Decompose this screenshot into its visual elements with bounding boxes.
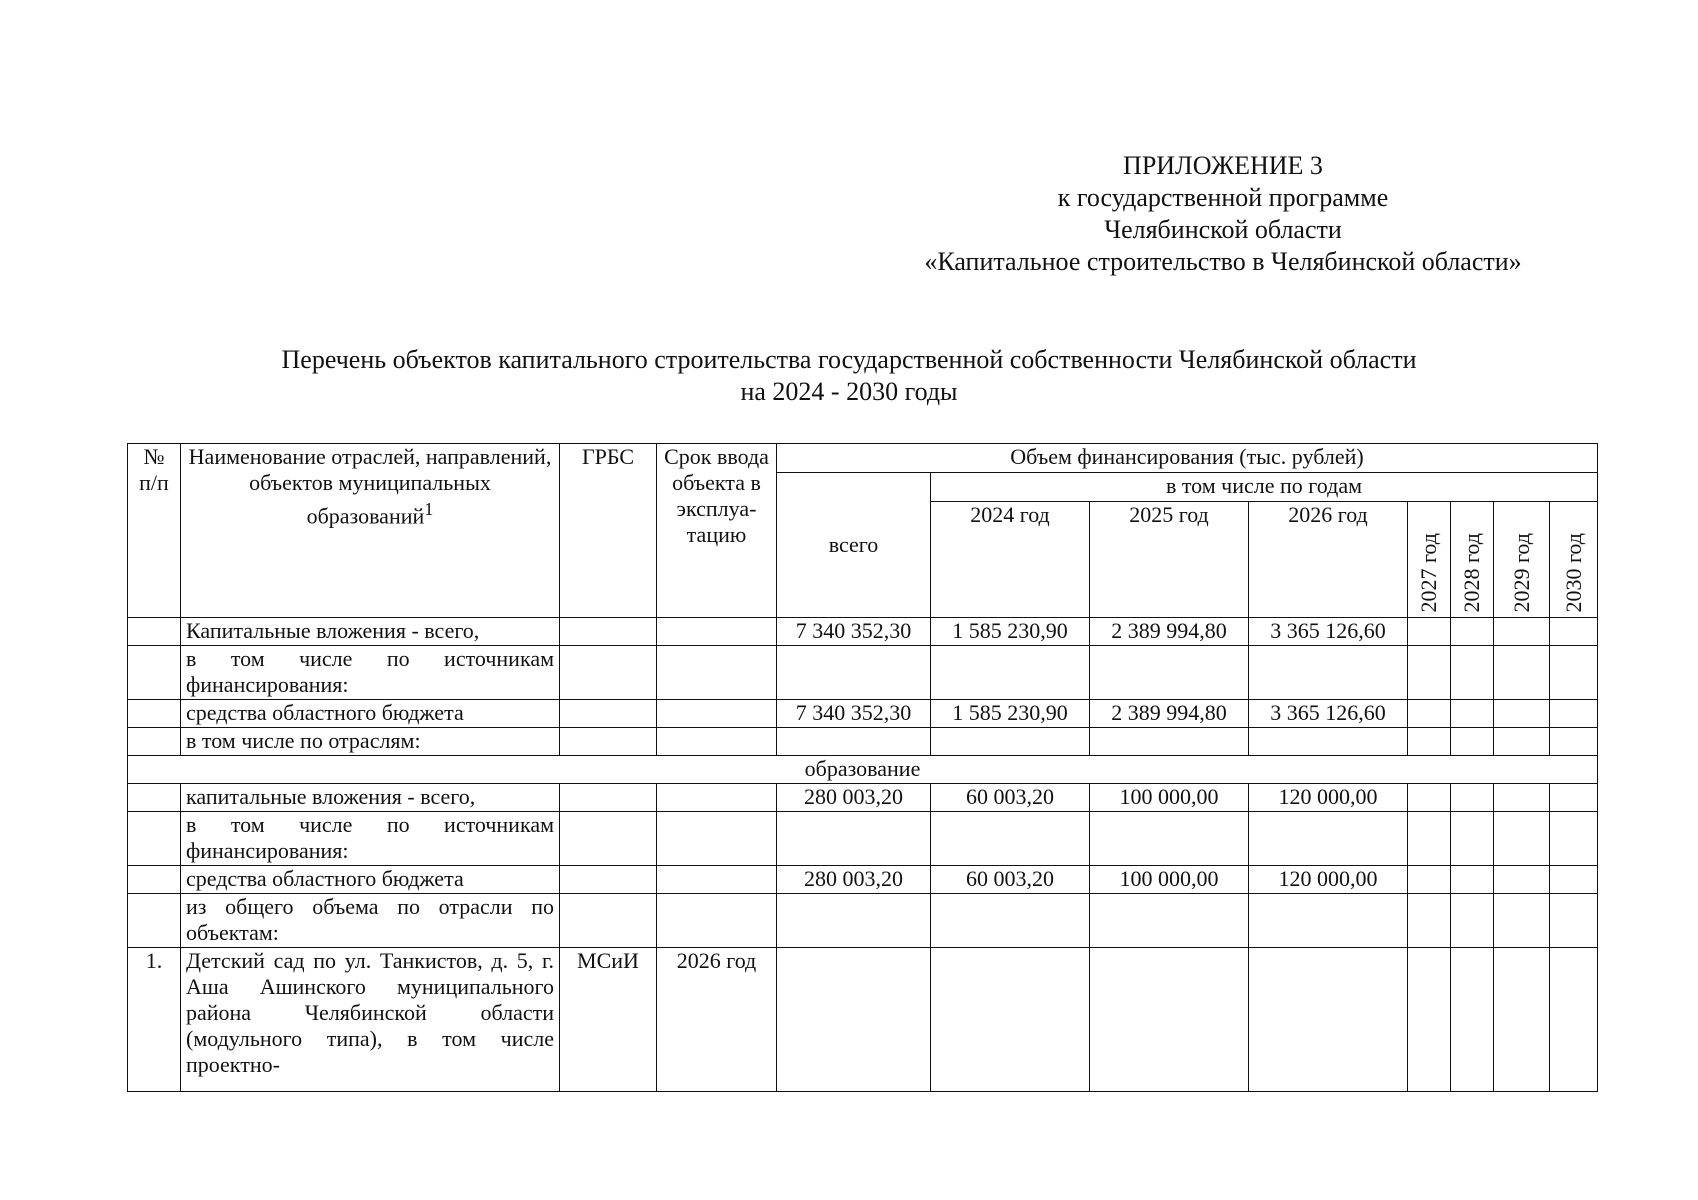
header-2030: 2030 год xyxy=(1550,502,1598,618)
row-name: в том числе по источникам финансирования: xyxy=(181,812,560,866)
cell-total: 7 340 352,30 xyxy=(777,700,931,728)
header-funding: Объем финансирования (тыс. рублей) xyxy=(777,444,1598,473)
cell-2024: 60 003,20 xyxy=(931,866,1090,894)
table-row xyxy=(128,618,1598,646)
header-name: Наименование отраслей, направлений, объектов муниципальных образований$^1$ xyxy=(181,444,560,618)
appendix-program-ref: к государственной программе xyxy=(1057,183,1389,212)
cell-2025: 2 389 994,80 xyxy=(1090,700,1249,728)
header-by-years: в том числе по годам xyxy=(931,473,1598,502)
document-title xyxy=(0,344,1698,408)
header-row-1 xyxy=(128,444,1598,473)
appendix-program-name: «Капитальное строительство в Челябинской области» xyxy=(924,247,1522,276)
cell-2026: 3 365 126,60 xyxy=(1249,700,1408,728)
cell-2024: 60 003,20 xyxy=(931,784,1090,812)
cell-2025: 100 000,00 xyxy=(1090,866,1249,894)
object-num: 1. xyxy=(128,948,181,1092)
appendix-number: ПРИЛОЖЕНИЕ 3 xyxy=(1123,151,1323,180)
row-name: капитальные вложения - всего, xyxy=(181,784,560,812)
cell-2026: 120 000,00 xyxy=(1249,866,1408,894)
cell-total: 280 003,20 xyxy=(777,866,931,894)
object-term: 2026 год xyxy=(657,948,777,1092)
row-name: средства областного бюджета xyxy=(181,700,560,728)
section-row xyxy=(128,756,1598,784)
appendix-header xyxy=(873,150,1573,278)
object-grbs: МСиИ xyxy=(560,948,657,1092)
row-name: средства областного бюджета xyxy=(181,866,560,894)
cell-2024: 1 585 230,90 xyxy=(931,700,1090,728)
cell-total: 280 003,20 xyxy=(777,784,931,812)
header-2029: 2029 год xyxy=(1494,502,1550,618)
header-2028: 2028 год xyxy=(1451,502,1494,618)
row-name: из общего объема по отрасли по объектам: xyxy=(181,894,560,948)
header-2027: 2027 год xyxy=(1408,502,1451,618)
table-row xyxy=(128,812,1598,866)
cell-2024: 1 585 230,90 xyxy=(931,618,1090,646)
title-line-2: на 2024 - 2030 годы xyxy=(740,377,958,406)
row-name: Капитальные вложения - всего, xyxy=(181,618,560,646)
table-row xyxy=(128,728,1598,756)
header-2024: 2024 год xyxy=(931,502,1090,618)
cell-2026: 3 365 126,60 xyxy=(1249,618,1408,646)
financing-table xyxy=(127,443,1598,1092)
footnote-mark: 1 xyxy=(424,499,434,519)
object-name: Детский сад по ул. Танкистов, д. 5, г. Аша Ашинского муниципального района Челябинской области (модульного типа), в том числе проектно- xyxy=(181,948,560,1092)
header-total: всего xyxy=(777,473,931,618)
cell-2025: 2 389 994,80 xyxy=(1090,618,1249,646)
header-num: № п/п xyxy=(128,444,181,618)
table-row xyxy=(128,700,1598,728)
row-name: в том числе по источникам финансирования: xyxy=(181,646,560,700)
object-row xyxy=(128,948,1598,1092)
table-row xyxy=(128,784,1598,812)
header-grbs: ГРБС xyxy=(560,444,657,618)
appendix-region: Челябинской области xyxy=(1104,215,1342,244)
header-2025: 2025 год xyxy=(1090,502,1249,618)
table-row xyxy=(128,866,1598,894)
row-name: в том числе по отраслям: xyxy=(181,728,560,756)
header-term: Срок ввода объекта в эксплуа-тацию xyxy=(657,444,777,618)
header-2026: 2026 год xyxy=(1249,502,1408,618)
cell-2025: 100 000,00 xyxy=(1090,784,1249,812)
table-row xyxy=(128,646,1598,700)
table-row xyxy=(128,894,1598,948)
cell-2026: 120 000,00 xyxy=(1249,784,1408,812)
title-line-1: Перечень объектов капитального строительства государственной собственности Челябинской области xyxy=(281,345,1417,374)
cell-total: 7 340 352,30 xyxy=(777,618,931,646)
section-title: образование xyxy=(128,756,1598,784)
